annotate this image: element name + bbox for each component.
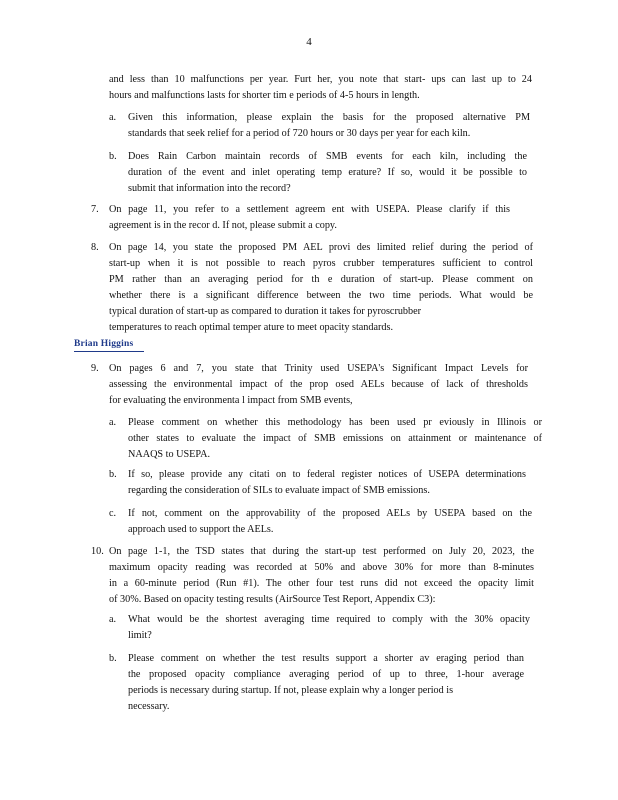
list-marker: b. — [109, 469, 117, 480]
question-10b — [128, 651, 524, 715]
text-line: temperatures to reach optimal temper ature to meet opacity standards. — [109, 322, 394, 333]
section-heading: Brian Higgins — [74, 338, 144, 352]
text-line: PM rather than an averaging period for th e duration of start-up. Please comment on — [109, 274, 533, 285]
text-line: regarding the consideration of SILs to evaluate impact of SMB emissions. — [128, 485, 430, 496]
list-marker: c. — [109, 508, 117, 519]
text-line: standards that seek relief for a period of 720 hours or 30 days per year for each kiln. — [128, 128, 471, 139]
text-line: Please comment on whether this methodology has been used pr eviously in Illinois or — [128, 417, 542, 428]
question-6a — [128, 110, 530, 142]
text-line: of 30%. Based on opacity testing results (AirSource Test Report, Appendix C3): — [109, 594, 436, 605]
text-line: the proposed opacity compliance averaging period of up to three, 1-hour average — [128, 669, 524, 680]
question-9 — [109, 361, 528, 409]
text-line: If not, comment on the approvability of the proposed AELs by USEPA based on the — [128, 508, 532, 519]
text-line: periods is necessary during startup. If not, please explain why a longer period is — [128, 685, 454, 696]
question-10a — [128, 612, 530, 644]
text-line: necessary. — [128, 701, 170, 712]
text-line: assessing the environmental impact of the prop osed AELs because of lack of thresholds — [109, 379, 528, 390]
list-marker: 8. — [91, 242, 99, 253]
intro-paragraph — [109, 72, 532, 104]
text-line: in a 60-minute period (Run #1). The other four test runs did not exceed the opacity limit — [109, 578, 534, 589]
text-line: agreement is in the recor d. If not, please submit a copy. — [109, 220, 337, 231]
page-number: 4 — [306, 36, 312, 48]
question-9a — [128, 415, 542, 463]
text-line: for evaluating the environmenta l impact from SMB events, — [109, 395, 353, 406]
text-line: If so, please provide any citati on to federal register notices of USEPA determinations — [128, 469, 526, 480]
text-line: duration of the event and inlet operating temp erature? If so, would it be possible to — [128, 167, 527, 178]
text-line: other states to evaluate the impact of SMB emissions on attainment or maintenance of — [128, 433, 542, 444]
text-line: On pages 6 and 7, you state that Trinity used USEPA's Significant Impact Levels for — [109, 363, 528, 374]
list-marker: b. — [109, 653, 117, 664]
text-line: submit that information into the record? — [128, 183, 291, 194]
list-marker: 9. — [91, 363, 99, 374]
question-9b — [128, 467, 526, 499]
question-10 — [109, 544, 534, 608]
text-line: Given this information, please explain the basis for the proposed alternative PM — [128, 112, 530, 123]
text-line: Please comment on whether the test results support a shorter av eraging period than — [128, 653, 524, 664]
text-line: maximum opacity reading was recorded at 50% and above 30% for more than 8-minutes — [109, 562, 534, 573]
list-marker: 7. — [91, 204, 99, 215]
text-line: limit? — [128, 630, 152, 641]
text-line: What would be the shortest averaging time required to comply with the 30% opacity — [128, 614, 530, 625]
text-line: NAAQS to USEPA. — [128, 449, 210, 460]
text-line: typical duration of start-up as compared to duration it takes for pyroscrubber — [109, 306, 422, 317]
text-line: approach used to support the AELs. — [128, 524, 274, 535]
text-line: On page 14, you state the proposed PM AEL provi des limited relief during the period of — [109, 242, 533, 253]
question-6b — [128, 149, 527, 197]
question-7 — [109, 202, 510, 234]
text-line: Does Rain Carbon maintain records of SMB events for each kiln, including the — [128, 151, 527, 162]
text-line: whether there is a significant difference between the two time periods. What would be — [109, 290, 533, 301]
list-marker: a. — [109, 112, 117, 123]
question-9c — [128, 506, 532, 538]
text-line: hours and malfunctions lasts for shorter tim e periods of 4-5 hours in length. — [109, 90, 420, 101]
text-line: On page 1-1, the TSD states that during the start-up test performed on July 20, 2023, the — [109, 546, 534, 557]
text-line: and less than 10 malfunctions per year. Furt her, you note that start- ups can last up to 24 — [109, 74, 532, 85]
list-marker: a. — [109, 614, 117, 625]
text-line: On page 11, you refer to a settlement agreem ent with USEPA. Please clarify if this — [109, 204, 510, 215]
text-line: start-up when it is not possible to reach pyros crubber temperatures sufficient to control — [109, 258, 533, 269]
list-marker: b. — [109, 151, 117, 162]
list-marker: a. — [109, 417, 117, 428]
question-8 — [109, 240, 533, 336]
list-marker: 10. — [91, 546, 104, 557]
